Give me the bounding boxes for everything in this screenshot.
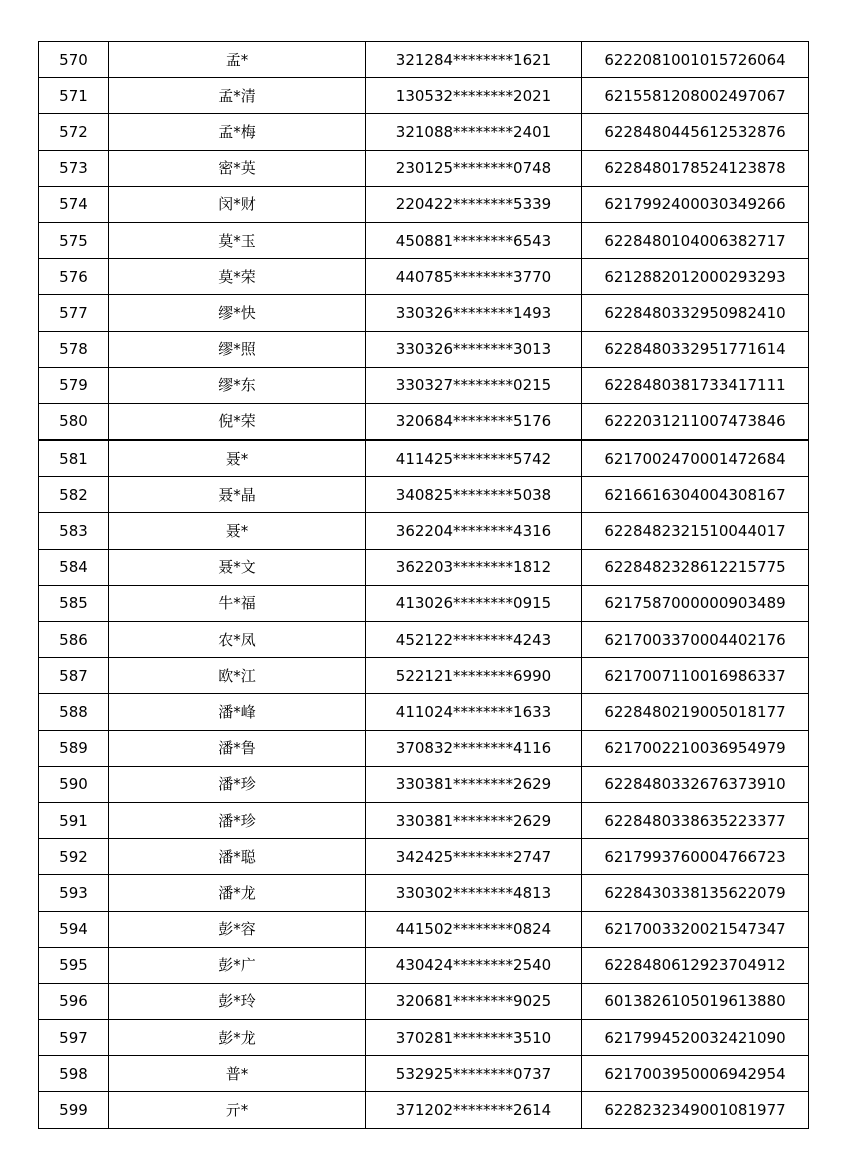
row-number-cell: 581 bbox=[39, 440, 109, 477]
row-number-cell: 572 bbox=[39, 114, 109, 150]
name-cell: 莫*荣 bbox=[109, 259, 366, 295]
table-row bbox=[39, 403, 809, 440]
name-cell: 潘*峰 bbox=[109, 694, 366, 730]
row-number-cell: 594 bbox=[39, 911, 109, 947]
row-number-cell: 577 bbox=[39, 295, 109, 331]
id-number-cell: 411425********5742 bbox=[366, 440, 582, 477]
name-cell: 缪*照 bbox=[109, 331, 366, 367]
id-number-cell: 320681********9025 bbox=[366, 983, 582, 1019]
name-cell: 缪*快 bbox=[109, 295, 366, 331]
account-number-cell: 6228482321510044017 bbox=[582, 513, 809, 549]
row-number-cell: 596 bbox=[39, 983, 109, 1019]
table-row bbox=[39, 622, 809, 658]
name-cell: 彭*龙 bbox=[109, 1020, 366, 1056]
account-number-cell: 6228480612923704912 bbox=[582, 947, 809, 983]
table-row bbox=[39, 331, 809, 367]
id-number-cell: 321088********2401 bbox=[366, 114, 582, 150]
row-number-cell: 587 bbox=[39, 658, 109, 694]
id-number-cell: 532925********0737 bbox=[366, 1056, 582, 1092]
account-number-cell: 6217992400030349266 bbox=[582, 186, 809, 222]
recipient-table bbox=[38, 41, 809, 1129]
id-number-cell: 440785********3770 bbox=[366, 259, 582, 295]
table-row bbox=[39, 839, 809, 875]
row-number-cell: 589 bbox=[39, 730, 109, 766]
table-row bbox=[39, 42, 809, 78]
table-row bbox=[39, 150, 809, 186]
id-number-cell: 330381********2629 bbox=[366, 802, 582, 838]
account-number-cell: 6228482328612215775 bbox=[582, 549, 809, 585]
name-cell: 闵*财 bbox=[109, 186, 366, 222]
account-number-cell: 6217587000000903489 bbox=[582, 585, 809, 621]
row-number-cell: 595 bbox=[39, 947, 109, 983]
account-number-cell: 6228480178524123878 bbox=[582, 150, 809, 186]
name-cell: 莫*玉 bbox=[109, 222, 366, 258]
table-row bbox=[39, 911, 809, 947]
table-row bbox=[39, 802, 809, 838]
row-number-cell: 599 bbox=[39, 1092, 109, 1128]
account-number-cell: 6228232349001081977 bbox=[582, 1092, 809, 1128]
account-number-cell: 6013826105019613880 bbox=[582, 983, 809, 1019]
row-number-cell: 573 bbox=[39, 150, 109, 186]
account-number-cell: 6217002470001472684 bbox=[582, 440, 809, 477]
name-cell: 孟* bbox=[109, 42, 366, 78]
name-cell: 倪*荣 bbox=[109, 403, 366, 440]
table-row bbox=[39, 658, 809, 694]
row-number-cell: 583 bbox=[39, 513, 109, 549]
row-number-cell: 584 bbox=[39, 549, 109, 585]
table-row bbox=[39, 295, 809, 331]
account-number-cell: 6217003370004402176 bbox=[582, 622, 809, 658]
name-cell: 聂*晶 bbox=[109, 477, 366, 513]
account-number-cell: 6228430338135622079 bbox=[582, 875, 809, 911]
id-number-cell: 522121********6990 bbox=[366, 658, 582, 694]
account-number-cell: 6217993760004766723 bbox=[582, 839, 809, 875]
row-number-cell: 579 bbox=[39, 367, 109, 403]
table-row bbox=[39, 549, 809, 585]
account-number-cell: 6228480332676373910 bbox=[582, 766, 809, 802]
table-row bbox=[39, 730, 809, 766]
id-number-cell: 342425********2747 bbox=[366, 839, 582, 875]
row-number-cell: 585 bbox=[39, 585, 109, 621]
row-number-cell: 578 bbox=[39, 331, 109, 367]
account-number-cell: 6228480332951771614 bbox=[582, 331, 809, 367]
id-number-cell: 130532********2021 bbox=[366, 78, 582, 114]
name-cell: 潘*珍 bbox=[109, 766, 366, 802]
table-row bbox=[39, 766, 809, 802]
row-number-cell: 571 bbox=[39, 78, 109, 114]
name-cell: 彭*广 bbox=[109, 947, 366, 983]
table-row bbox=[39, 186, 809, 222]
id-number-cell: 330326********3013 bbox=[366, 331, 582, 367]
id-number-cell: 362203********1812 bbox=[366, 549, 582, 585]
name-cell: 聂* bbox=[109, 513, 366, 549]
account-number-cell: 6216616304004308167 bbox=[582, 477, 809, 513]
id-number-cell: 452122********4243 bbox=[366, 622, 582, 658]
account-number-cell: 6228480104006382717 bbox=[582, 222, 809, 258]
id-number-cell: 362204********4316 bbox=[366, 513, 582, 549]
account-number-cell: 6217003320021547347 bbox=[582, 911, 809, 947]
account-number-cell: 6212882012000293293 bbox=[582, 259, 809, 295]
account-number-cell: 6228480332950982410 bbox=[582, 295, 809, 331]
row-number-cell: 570 bbox=[39, 42, 109, 78]
name-cell: 潘*珍 bbox=[109, 802, 366, 838]
recipient-table-body bbox=[39, 42, 809, 1129]
account-number-cell: 6228480338635223377 bbox=[582, 802, 809, 838]
account-number-cell: 6222031211007473846 bbox=[582, 403, 809, 440]
row-number-cell: 580 bbox=[39, 403, 109, 440]
id-number-cell: 370281********3510 bbox=[366, 1020, 582, 1056]
id-number-cell: 371202********2614 bbox=[366, 1092, 582, 1128]
table-row bbox=[39, 114, 809, 150]
name-cell: 潘*聪 bbox=[109, 839, 366, 875]
table-row bbox=[39, 78, 809, 114]
row-number-cell: 575 bbox=[39, 222, 109, 258]
id-number-cell: 330327********0215 bbox=[366, 367, 582, 403]
id-number-cell: 330302********4813 bbox=[366, 875, 582, 911]
id-number-cell: 413026********0915 bbox=[366, 585, 582, 621]
name-cell: 聂* bbox=[109, 440, 366, 477]
row-number-cell: 592 bbox=[39, 839, 109, 875]
name-cell: 彭*容 bbox=[109, 911, 366, 947]
table-row bbox=[39, 440, 809, 477]
id-number-cell: 330381********2629 bbox=[366, 766, 582, 802]
id-number-cell: 441502********0824 bbox=[366, 911, 582, 947]
account-number-cell: 6217002210036954979 bbox=[582, 730, 809, 766]
name-cell: 潘*龙 bbox=[109, 875, 366, 911]
account-number-cell: 6228480381733417111 bbox=[582, 367, 809, 403]
name-cell: 普* bbox=[109, 1056, 366, 1092]
account-number-cell: 6217994520032421090 bbox=[582, 1020, 809, 1056]
account-number-cell: 6228480445612532876 bbox=[582, 114, 809, 150]
table-row bbox=[39, 367, 809, 403]
table-row bbox=[39, 1020, 809, 1056]
id-number-cell: 430424********2540 bbox=[366, 947, 582, 983]
id-number-cell: 230125********0748 bbox=[366, 150, 582, 186]
name-cell: 孟*梅 bbox=[109, 114, 366, 150]
table-row bbox=[39, 875, 809, 911]
table-row bbox=[39, 694, 809, 730]
table-row bbox=[39, 1092, 809, 1128]
id-number-cell: 321284********1621 bbox=[366, 42, 582, 78]
row-number-cell: 593 bbox=[39, 875, 109, 911]
id-number-cell: 370832********4116 bbox=[366, 730, 582, 766]
account-number-cell: 6228480219005018177 bbox=[582, 694, 809, 730]
account-number-cell: 6222081001015726064 bbox=[582, 42, 809, 78]
row-number-cell: 591 bbox=[39, 802, 109, 838]
name-cell: 缪*东 bbox=[109, 367, 366, 403]
account-number-cell: 6217003950006942954 bbox=[582, 1056, 809, 1092]
id-number-cell: 411024********1633 bbox=[366, 694, 582, 730]
name-cell: 亓* bbox=[109, 1092, 366, 1128]
table-row bbox=[39, 513, 809, 549]
name-cell: 彭*玲 bbox=[109, 983, 366, 1019]
table-row bbox=[39, 585, 809, 621]
row-number-cell: 588 bbox=[39, 694, 109, 730]
account-number-cell: 6217007110016986337 bbox=[582, 658, 809, 694]
row-number-cell: 586 bbox=[39, 622, 109, 658]
id-number-cell: 220422********5339 bbox=[366, 186, 582, 222]
name-cell: 孟*清 bbox=[109, 78, 366, 114]
name-cell: 聂*文 bbox=[109, 549, 366, 585]
row-number-cell: 574 bbox=[39, 186, 109, 222]
row-number-cell: 576 bbox=[39, 259, 109, 295]
name-cell: 农*凤 bbox=[109, 622, 366, 658]
name-cell: 欧*江 bbox=[109, 658, 366, 694]
table-row bbox=[39, 477, 809, 513]
table-row bbox=[39, 222, 809, 258]
row-number-cell: 590 bbox=[39, 766, 109, 802]
id-number-cell: 340825********5038 bbox=[366, 477, 582, 513]
name-cell: 牛*福 bbox=[109, 585, 366, 621]
id-number-cell: 450881********6543 bbox=[366, 222, 582, 258]
row-number-cell: 598 bbox=[39, 1056, 109, 1092]
id-number-cell: 320684********5176 bbox=[366, 403, 582, 440]
table-row bbox=[39, 259, 809, 295]
row-number-cell: 597 bbox=[39, 1020, 109, 1056]
table-row bbox=[39, 947, 809, 983]
table-row bbox=[39, 1056, 809, 1092]
name-cell: 密*英 bbox=[109, 150, 366, 186]
id-number-cell: 330326********1493 bbox=[366, 295, 582, 331]
name-cell: 潘*鲁 bbox=[109, 730, 366, 766]
row-number-cell: 582 bbox=[39, 477, 109, 513]
account-number-cell: 6215581208002497067 bbox=[582, 78, 809, 114]
table-row bbox=[39, 983, 809, 1019]
